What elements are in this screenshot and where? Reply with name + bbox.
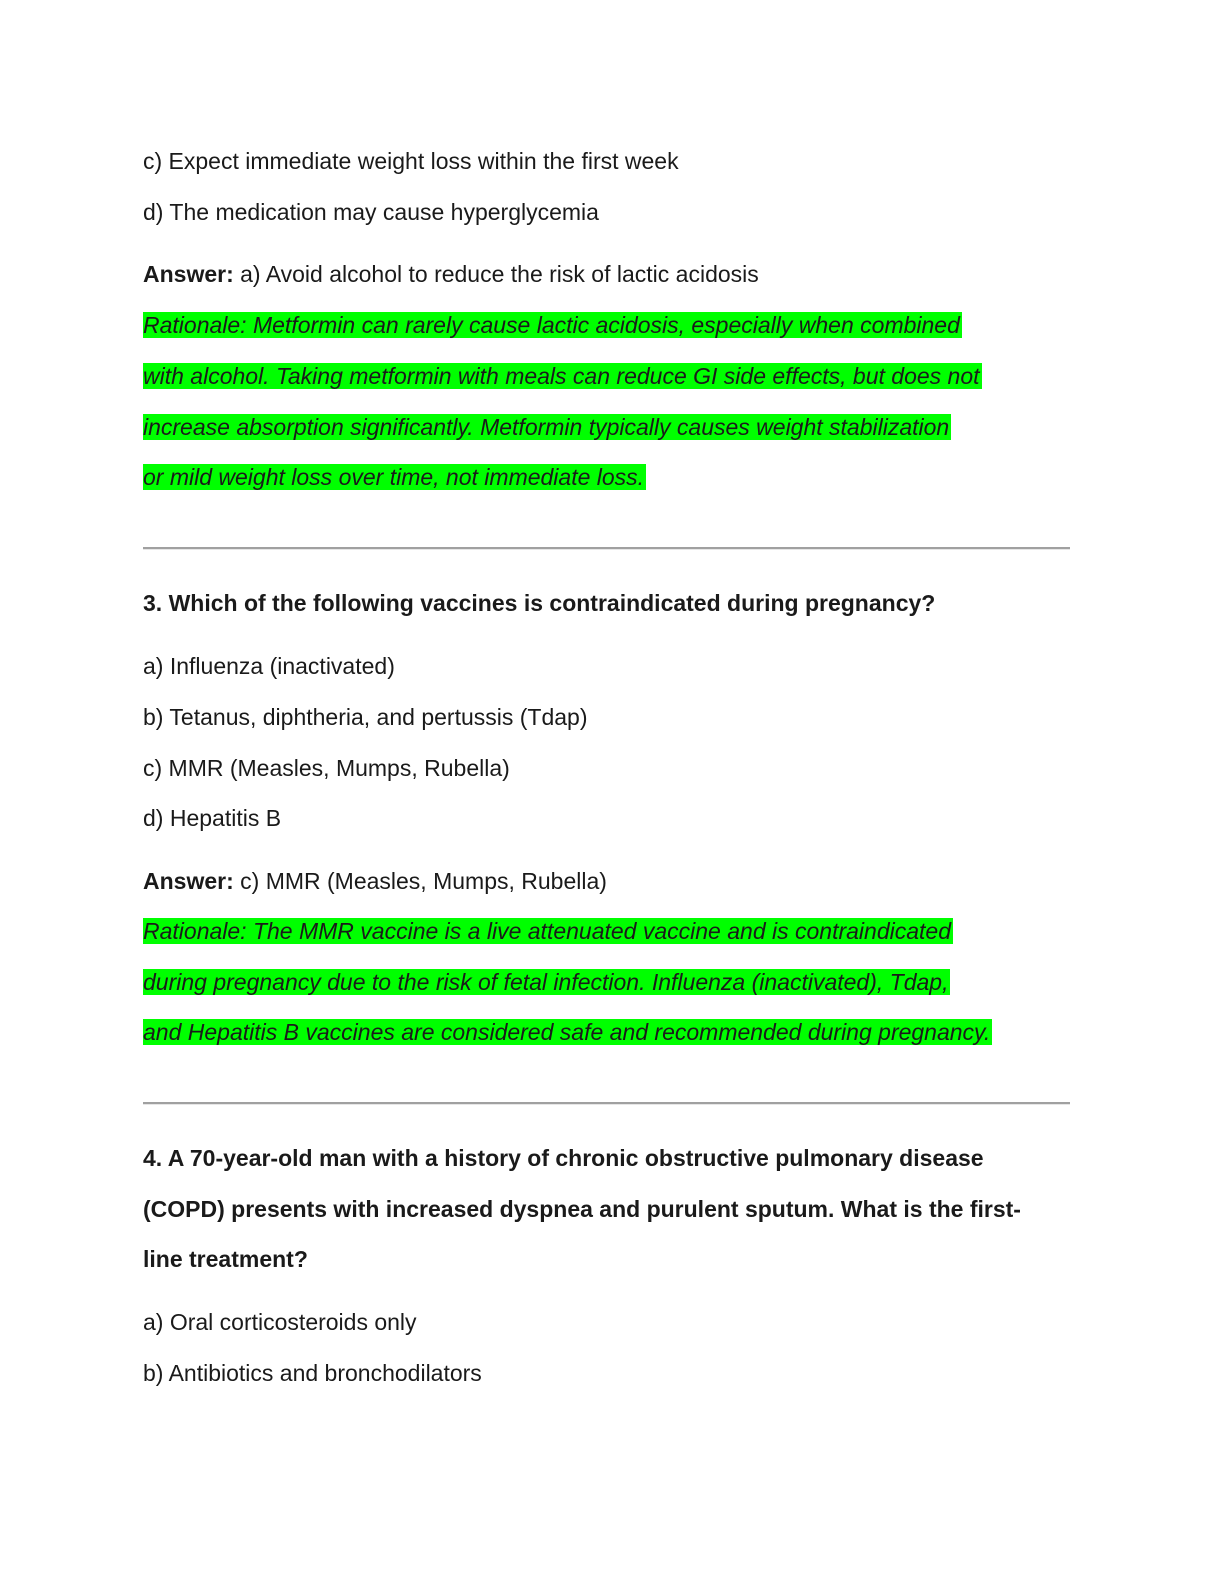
q3-option-d: d) Hepatitis B [143,805,282,831]
q2-rationale-line [143,359,982,393]
section-divider [143,1102,1070,1105]
answer-text: c) MMR (Measles, Mumps, Rubella) [233,868,607,894]
q2-option-c: c) Expect immediate weight loss within the first week [143,148,679,174]
q4-question-line: 4. A 70-year-old man with a history of chronic obstructive pulmonary disease [143,1145,984,1171]
q3-answer [143,866,607,896]
answer-text: a) Avoid alcohol to reduce the risk of lactic acidosis [233,261,759,287]
q2-option-d: d) The medication may cause hyperglycemia [143,199,599,225]
q3-option-b: b) Tetanus, diphtheria, and pertussis (Tdap) [143,704,588,730]
rationale-text: Rationale: The MMR vaccine is a live attenuated vaccine and is contraindicated [143,918,951,944]
rationale-text: Rationale: Metformin can rarely cause lactic acidosis, especially when combined [143,312,960,338]
q4-question-line: (COPD) presents with increased dyspnea and purulent sputum. What is the first- [143,1196,1021,1222]
q4-option-a: a) Oral corticosteroids only [143,1309,417,1335]
q3-rationale-line [143,1015,992,1049]
q3-rationale-line [143,914,953,948]
rationale-text: increase absorption significantly. Metformin typically causes weight stabilization [143,414,950,440]
q2-rationale-line [143,308,962,342]
q2-rationale-line [143,410,951,444]
q4-question-line: line treatment? [143,1246,308,1272]
rationale-text: and Hepatitis B vaccines are considered safe and recommended during pregnancy. [143,1019,991,1045]
q4-option-b: b) Antibiotics and bronchodilators [143,1360,482,1386]
rationale-text: or mild weight loss over time, not immediate loss. [143,464,645,490]
q3-question: 3. Which of the following vaccines is contraindicated during pregnancy? [143,590,936,616]
rationale-text: with alcohol. Taking metformin with meals can reduce GI side effects, but does not [143,363,980,389]
q3-rationale-line [143,965,950,999]
q2-rationale-line [143,460,646,494]
q3-option-c: c) MMR (Measles, Mumps, Rubella) [143,755,510,781]
rationale-text: during pregnancy due to the risk of fetal infection. Influenza (inactivated), Tdap, [143,969,949,995]
answer-label: Answer: [143,261,234,287]
answer-label: Answer: [143,868,234,894]
section-divider [143,547,1070,550]
q3-option-a: a) Influenza (inactivated) [143,653,395,679]
q2-answer [143,259,759,289]
